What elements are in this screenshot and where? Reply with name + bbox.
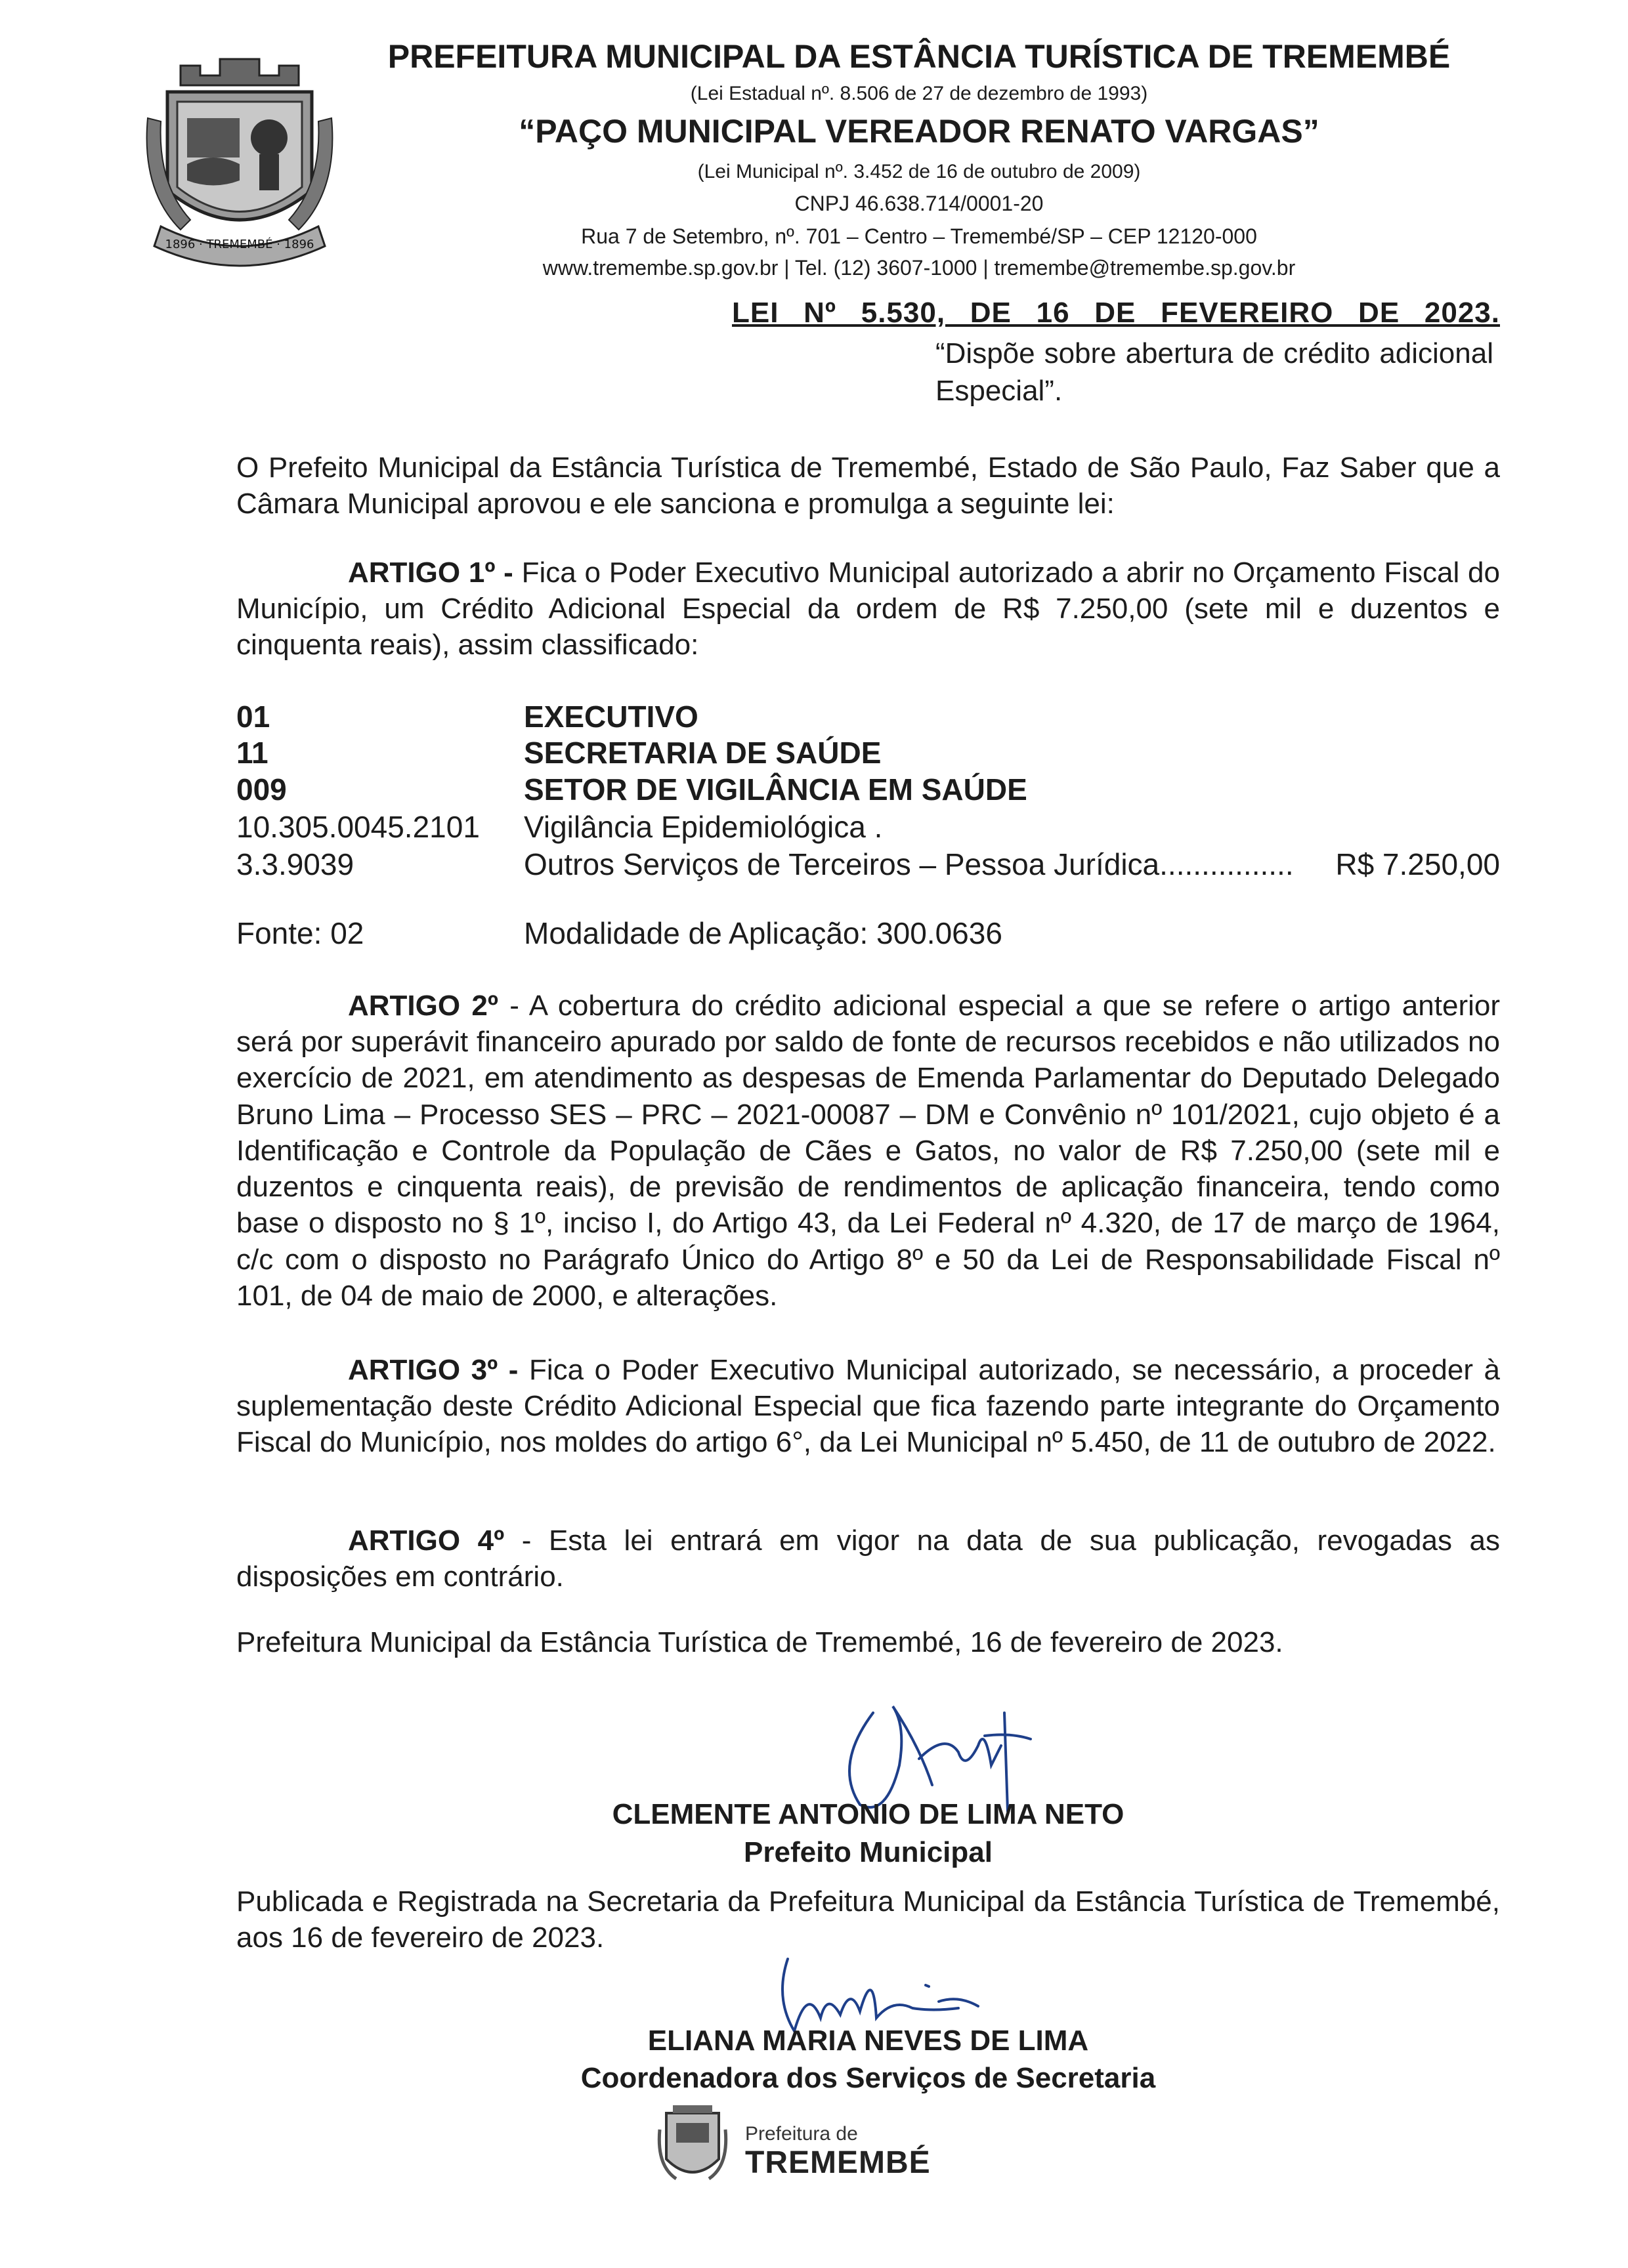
classification-desc: Outros Serviços de Terceiros – Pessoa Jurídica................	[524, 847, 1294, 881]
header-municipal-law: (Lei Municipal nº. 3.452 de 16 de outubro de 2009)	[697, 161, 1141, 182]
classification-desc: SETOR DE VIGILÂNCIA EM SAÚDE	[524, 772, 1027, 807]
classification-desc: Modalidade de Aplicação: 300.0636	[524, 916, 1002, 950]
header-contact: www.tremembe.sp.gov.br | Tel. (12) 3607-1000 | tremembe@tremembe.sp.gov.br	[542, 256, 1296, 280]
footer-label-small: Prefeitura de	[745, 2123, 858, 2145]
header-cnpj: CNPJ 46.638.714/0001-20	[794, 192, 1044, 215]
article-3-text: Fica o Poder Executivo Municipal autorizado, se necessário, a proceder à suplementação deste Crédito Adicional Especial que fica fazendo parte integrante do Orçamento Fiscal do Município, nos moldes do artigo 6°, da Lei Municipal nº 5.450, de 11 de outubro de 2022.	[236, 1354, 1500, 1459]
header-title: PREFEITURA MUNICIPAL DA ESTÂNCIA TURÍSTICA DE TREMEMBÉ	[387, 38, 1451, 75]
article-1-text: Fica o Poder Executivo Municipal autorizado a abrir no Orçamento Fiscal do Município, um Crédito Adicional Especial da ordem de R$ 7.250,00 (sete mil e duzentos e cinquenta reais), assim classificado:	[236, 556, 1500, 662]
municipal-crest-icon	[141, 39, 338, 276]
place-date: Prefeitura Municipal da Estância Turística de Tremembé, 16 de fevereiro de 2023.	[236, 1626, 1283, 1658]
mayor-role: Prefeito Municipal	[744, 1836, 993, 1868]
article-2-label: ARTIGO 2º	[348, 990, 498, 1022]
article-4	[236, 1522, 1500, 1595]
preamble: O Prefeito Municipal da Estância Turística de Tremembé, Estado de São Paulo, Faz Saber que a Câmara Municipal aprovou e ele sanciona e promulga a seguinte lei:	[236, 452, 1500, 520]
classification-desc: SECRETARIA DE SAÚDE	[524, 736, 882, 770]
classification-desc: EXECUTIVO	[524, 700, 698, 734]
classification-code: 01	[236, 700, 270, 734]
article-3	[236, 1352, 1500, 1461]
classification-value: R$ 7.250,00	[1335, 847, 1500, 881]
svg-text:1896 · TREMEMBÉ · 1896: 1896 · TREMEMBÉ · 1896	[165, 238, 314, 251]
secretary-name: ELIANA MARIA NEVES DE LIMA	[647, 2025, 1089, 2057]
classification-code: 11	[236, 736, 268, 770]
mayor-name: CLEMENTE ANTONIO DE LIMA NETO	[612, 1798, 1125, 1830]
article-1	[236, 555, 1500, 663]
classification-desc: Vigilância Epidemiológica .	[524, 810, 883, 844]
header-state-law: (Lei Estadual nº. 8.506 de 27 de dezembro de 1993)	[690, 83, 1148, 104]
footer-label-big: TREMEMBÉ	[745, 2145, 931, 2180]
article-3-label: ARTIGO 3º -	[348, 1354, 519, 1386]
publication-note: Publicada e Registrada na Secretaria da Prefeitura Municipal da Estância Turística de Tremembé, aos 16 de fevereiro de 2023.	[236, 1885, 1500, 1954]
footer-crest-icon	[656, 2103, 729, 2189]
classification-code: Fonte: 02	[236, 916, 364, 950]
article-2	[236, 988, 1500, 1314]
classification-code: 10.305.0045.2101	[236, 810, 480, 844]
article-4-label: ARTIGO 4º	[348, 1524, 505, 1557]
classification-code: 009	[236, 772, 287, 807]
law-title: LEI Nº 5.530, DE 16 DE FEVEREIRO DE 2023.	[732, 297, 1500, 329]
law-ementa: “Dispõe sobre abertura de crédito adicional Especial”.	[935, 337, 1493, 408]
header-palace: “PAÇO MUNICIPAL VEREADOR RENATO VARGAS”	[519, 113, 1319, 150]
article-4-text: - Esta lei entrará em vigor na data de sua publicação, revogadas as disposições em contrário.	[236, 1524, 1500, 1593]
header-address: Rua 7 de Setembro, nº. 701 – Centro – Tremembé/SP – CEP 12120-000	[581, 224, 1257, 248]
classification-code: 3.3.9039	[236, 847, 354, 881]
article-2-text: - A cobertura do crédito adicional especial a que se refere o artigo anterior será por superávit financeiro apurado por saldo de fonte de recursos recebidos e não utilizados no exercício de 2021, em atendimento as despesas de Emenda Parlamentar do Deputado Delegado Bruno Lima – Processo SES – PRC – 2021-00087 – DM e Convênio nº 101/2021, cujo objeto é a Identificação e Controle da População de Cães e Gatos, no valor de R$ 7.250,00 (sete mil e duzentos e cinquenta reais), de previsão de rendimentos de aplicação financeira, tendo como base o disposto no § 1º, inciso I, do Artigo 43, da Lei Federal nº 4.320, de 17 de março de 1964, c/c com o disposto no Parágrafo Único do Artigo 8º e 50 da Lei de Responsabilidade Fiscal nº 101, de 04 de maio de 2000, e alterações.	[236, 990, 1500, 1312]
secretary-role: Coordenadora dos Serviços de Secretaria	[580, 2062, 1156, 2094]
article-1-label: ARTIGO 1º -	[348, 556, 513, 589]
